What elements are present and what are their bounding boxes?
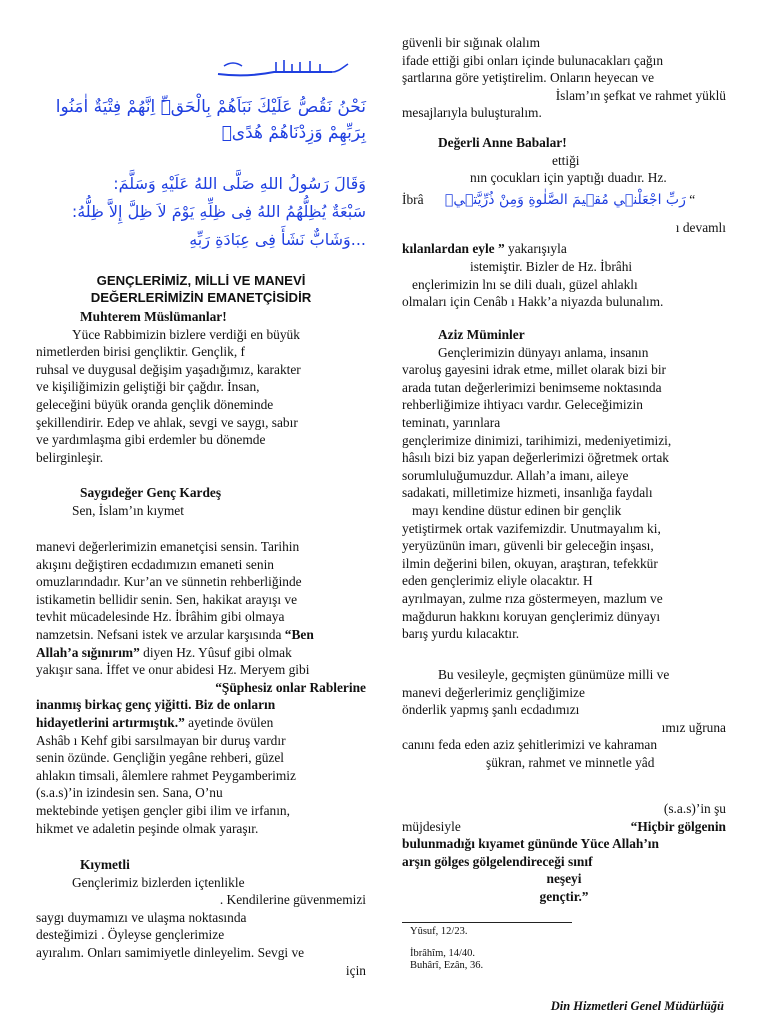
- text-line: [36, 644, 366, 662]
- text-span: diyen Hz. Yûsuf gibi olmak: [139, 644, 292, 660]
- text-span: ayetinde övülen: [184, 714, 274, 730]
- text-line: varoluş gayesini idrak etme, millet olarak bizi bir: [402, 362, 667, 378]
- text-line: [402, 240, 726, 258]
- text-line: sadakati, milletimize hizmeti, insanlığa faydalı: [402, 485, 653, 501]
- section-greeting: [36, 308, 366, 466]
- section-aziz-muminler: [402, 326, 726, 643]
- text-line: Sen, İslam’ın kıymet: [72, 502, 184, 518]
- text-line: geleceğini büyük oranda gençlik döneminde: [36, 396, 274, 412]
- arabic-hadith-block: [36, 170, 366, 254]
- text-line: manevi değerlerimizin emanetçisi sensin. Tarihin: [36, 539, 300, 554]
- text-line: [36, 626, 366, 644]
- section-hadith-muj: [402, 800, 726, 906]
- text-line: belirginleşir.: [36, 449, 104, 465]
- text-line: omuzlarındadır. Kur’an ve sünnetin rehberliğinde: [36, 574, 302, 590]
- text-line: ruhsal ve duygusal değişim yaşadığımız, karakter: [36, 361, 301, 377]
- text-line: nın çocukları için yaptığı duadır. Hz.: [470, 170, 667, 186]
- text-line: sorumluluğumuzdur. Allah’a imanı, aileye: [402, 467, 629, 483]
- quote-bold: “Hiçbir gölgenin: [630, 818, 726, 834]
- text-line: gençlerimize dinimizi, tarihimizi, medeniyetimizi,: [402, 432, 672, 448]
- text-line: mektebinde yetişen gençler gibi ilim ve irfanın,: [36, 802, 290, 818]
- text-line: için: [345, 962, 366, 978]
- quote-bold: kılanlardan eyle ”: [402, 241, 505, 257]
- text-line: şartlarına göre yetiştirelim. Onların heyecan ve: [402, 70, 655, 86]
- basmala-calligraphy-drawing: [214, 56, 354, 80]
- heading-genc-kardes: Saygıdeğer Genç Kardeş: [80, 485, 222, 500]
- text-line: Gençlerimizin dünyayı anlama, insanın: [438, 344, 649, 360]
- quote-mark: “: [689, 191, 696, 207]
- section-emanetci: [36, 538, 366, 837]
- text-line: mesajlarıyla buluşturalım.: [402, 105, 542, 121]
- text-line: saygı duymamızı ve ulaşma noktasında: [36, 909, 247, 925]
- arabic-hadith-text: سَبْعَةٌ يُظِلُّهُمُ اللهُ فِى ظِلِّهِ يَوْمَ لاَ ظِلَّ إِلاَّ ظِلُّهُ: ...وَشَابٌّ نَشَأَ فِى عِبَادَةِ رَبِّهِ: [71, 202, 366, 249]
- heading-anne-babalar: Değerli Anne Babalar!: [438, 135, 567, 150]
- text-line: ençlerimizin lnı se dili dualı, güzel ahlaklı: [412, 276, 638, 292]
- publisher-footer: Din Hizmetleri Genel Müdürlüğü: [550, 999, 724, 1013]
- text-line: barış yurdu kılacaktır.: [402, 626, 520, 642]
- section-kiymetli: [36, 856, 366, 979]
- text-line: yetiştirmek ortak vazifemizdir. Unutmayalım ki,: [402, 520, 661, 536]
- text-line: [36, 679, 366, 697]
- arabic-dua: رَبِّ اجْعَلْن۪ي مُق۪يمَ الصَّلٰوةِ وَمِنْ ذُرِّيَّت۪يۗ: [444, 191, 686, 208]
- text-line: [402, 888, 726, 906]
- text-line: nimetlerden birisi gençliktir. Gençlik, f: [36, 344, 245, 360]
- quote-bold: arşın gölges gölgelendireceği sınıf: [402, 853, 593, 869]
- text-line: akışını değiştiren ecdadımızın emaneti senin: [36, 556, 274, 572]
- text-line: [402, 818, 726, 836]
- text-line: ayıralım. Onları samimiyetle dinleyelim. Sevgi ve: [36, 944, 305, 960]
- text-span: namzetsin. Nefsani istek ve arzular karşısında: [36, 626, 282, 642]
- text-line: [402, 835, 726, 853]
- text-line: Ashâb ı Kehf gibi sarsılmayan bir duruş vardır: [36, 732, 286, 748]
- text-line: ı devamlı: [675, 219, 726, 235]
- section-sığınak: [402, 34, 726, 122]
- text-line: senin özünde. Gençliğin yegâne rehberi, güzel: [36, 750, 285, 766]
- quote-bold: bulunmadığı kıyamet gününde Yüce Allah’ın: [402, 836, 659, 852]
- arabic-hadith-intro: وَقَالَ رَسُولُ اللهِ صَلَّى اللهُ عَلَيْهِ وَسَلَّمَ:: [113, 174, 366, 193]
- quote-bold: gençtir.”: [539, 888, 589, 904]
- text-line: tevhit mücadelesinde Hz. İbrâhim gibi olmaya: [36, 609, 285, 625]
- text-line: ayrılmayan, zulme rıza göstermeyen, mazlum ve: [402, 590, 663, 606]
- text-line: mayı kendine düstur edinen bir gençlik: [412, 502, 622, 518]
- text-line: . Kendilerine güvenmemizi: [219, 892, 366, 908]
- text-line: ettiği: [552, 152, 580, 168]
- heading-aziz-muminler: Aziz Müminler: [438, 327, 525, 342]
- quote-bold: neşeyi: [546, 871, 582, 887]
- section-genc-kardes: [36, 484, 366, 519]
- text-span: yakarışıyla: [504, 241, 567, 257]
- text-line: canını feda eden aziz şehitlerimizi ve kahraman: [402, 737, 658, 753]
- text-line: [402, 870, 726, 888]
- text-line: ımız uğruna: [661, 719, 726, 735]
- text-line: güvenli bir sığınak olalım: [402, 35, 540, 50]
- quote-bold: inanmış birkaç genç yiğitti. Biz de onların: [36, 697, 276, 713]
- text-line: rehberliğimize ihtiyacı vardır. Geleceğimizin: [402, 397, 643, 413]
- text-line: teminatı, yarınlara: [402, 414, 501, 430]
- text-line: yakışır sana. İffet ve onur abidesi Hz. Meryem gibi: [36, 662, 310, 678]
- text-line: Yüce Rabbimizin bizlere verdiği en büyük: [72, 326, 300, 342]
- text-line: ifade ettiği gibi onları içinde bulunacakları çağın: [402, 52, 664, 68]
- section-anne-babalar: [402, 134, 726, 311]
- text-line: (s.a.s)’in izindesin sen. Sana, O’nu: [36, 785, 223, 801]
- text-line: istikametin bellidir senin. Sen, hakikat arayışı ve: [36, 591, 298, 607]
- text-line: (s.a.s)’in şu: [663, 801, 726, 816]
- quote-bold: Allah’a sığınırım”: [36, 644, 140, 660]
- text-line: şekillendirir. Edep ve ahlak, sevgi ve saygı, sabır: [36, 414, 298, 430]
- heading-kiymetli: Kıymetli: [80, 857, 130, 872]
- text-line: olmaları için Cenâb ı Hakk’a niyazda bulunalım.: [402, 294, 664, 310]
- title-line-2: DEĞERLERİMİZİN EMANETÇİSİDİR: [90, 290, 312, 305]
- quote-bold: “Şüphesiz onlar Rablerine: [215, 679, 366, 695]
- text-line: eden gençlerimiz eliyle olacaktır. H: [402, 573, 593, 589]
- text-line: önderlik yapmış şanlı ecdadımızı: [402, 702, 580, 718]
- section-vesile: [402, 666, 726, 772]
- text-line: arada tutan değerlerimizi benimseme noktasında: [402, 379, 662, 395]
- footnote-divider: [402, 922, 572, 923]
- text-line: [402, 187, 726, 213]
- text-span: müjdesiyle: [402, 818, 461, 834]
- text-line: [402, 853, 726, 871]
- quote-bold: “Ben: [284, 626, 314, 642]
- text-line: hâsılı bizi biz yapan değerlerimizi öğretmek ortak: [402, 450, 669, 466]
- footnote-1: Yûsuf, 12/23.: [410, 926, 468, 937]
- arabic-verse: نَحْنُ نَقُصُّ عَلَيْكَ نَبَاَهُمْ بِالْحَقِّۜ اِنَّهُمْ فِتْيَةٌ اٰمَنُوا بِرَبِّهِمْ وَزِدْنَاهُمْ هُدًىۗ: [55, 97, 366, 143]
- text-line: ilmin değerini bilen, okuyan, araştıran, tefekkür: [402, 555, 658, 571]
- text-line: [36, 714, 366, 732]
- text-line: şükran, rahmet ve minnetle yâd: [486, 754, 655, 770]
- text-line: mağdurun hakkını koruyan gençlerimiz dünyayı: [402, 608, 661, 624]
- text-line: yeryüzünün imarı, güvenli bir geleceğin inşası,: [402, 538, 654, 554]
- text-line: ve kişiliğimizin geliştiği bir çağdır. İnsan,: [36, 379, 260, 395]
- text-line: ve yardımlaşma gibi erdemler bu dönemde: [36, 432, 266, 448]
- text-line: [36, 696, 366, 714]
- text-line: manevi değerlerimiz gençliğimize: [402, 684, 585, 700]
- footnote-2: İbrâhîm, 14/40.: [410, 948, 476, 959]
- sermon-title: [36, 272, 366, 306]
- title-line-1: GENÇLERİMİZ, MİLLİ VE MANEVİ: [96, 273, 306, 288]
- text-line: Bu vesileyle, geçmişten günümüze milli ve: [438, 667, 670, 682]
- text-line: ahlakın timsali, âlemlere rahmet Peygamberimiz: [36, 767, 296, 783]
- heading-muhterem: Muhterem Müslümanlar!: [80, 309, 227, 324]
- text-line: hikmet ve adaletin peşinde olmak yaraşır.: [36, 820, 259, 836]
- quote-bold: hidayetlerini artırmıştık.”: [36, 714, 185, 730]
- text-line: İslam’ın şefkat ve rahmet yüklü: [555, 87, 726, 103]
- text-line: Gençlerimiz bizlerden içtenlikle: [72, 874, 245, 890]
- text-line: istemiştir. Bizler de Hz. İbrâhi: [470, 258, 633, 274]
- text-line: desteğimizi . Öyleyse gençlerimize: [36, 927, 225, 943]
- footnote-3: Buhârî, Ezân, 36.: [410, 960, 484, 971]
- text-span: İbrâ: [402, 191, 424, 207]
- basmala-calligraphy: [214, 56, 354, 80]
